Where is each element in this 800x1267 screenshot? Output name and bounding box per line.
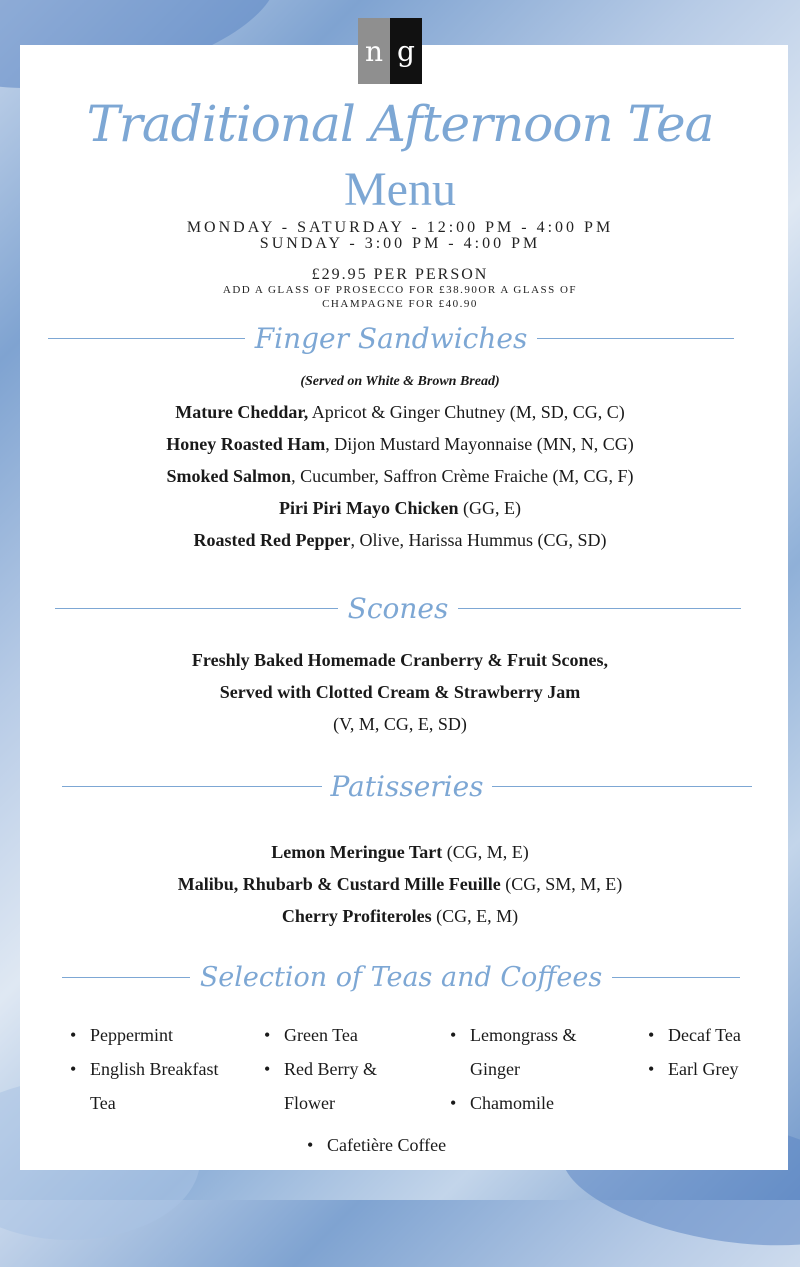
logo-letter-g: g [390, 18, 422, 84]
menu-title: Traditional Afternoon Tea [86, 95, 714, 153]
list-item: • Red Berry & Flower [284, 1052, 422, 1120]
scones-line-2: Served with Clotted Cream & Strawberry Jam [219, 682, 581, 702]
addon-line-1: ADD A GLASS OF PROSECCO FOR £38.90OR A GLASS OF [222, 284, 578, 296]
item-desc: , Cucumber, Saffron Crème Fraiche (M, CG, F) [291, 466, 634, 486]
patisserie-list [0, 836, 800, 932]
item-name: Cherry Profiteroles [281, 906, 432, 926]
item-desc: (CG, E, M) [431, 906, 519, 926]
section-title-sandwiches: Finger Sandwiches [254, 322, 528, 355]
item-desc: , Dijon Mustard Mayonnaise (MN, N, CG) [325, 434, 634, 454]
section-title-patisseries: Patisseries [330, 770, 484, 803]
hours-weekday: MONDAY - SATURDAY - 12:00 PM - 4:00 PM [186, 219, 614, 236]
sandwiches-note: (Served on White & Brown Bread) [300, 374, 500, 389]
list-item: • Peppermint [90, 1018, 243, 1052]
item-name: Malibu, Rhubarb & Custard Mille Feuille [177, 874, 501, 894]
divider [612, 977, 740, 978]
list-item [0, 868, 800, 900]
logo-letter-n: n [358, 18, 390, 84]
scones-block [0, 644, 800, 740]
list-item [0, 428, 800, 460]
addon-line-2: CHAMPAGNE FOR £40.90 [322, 298, 478, 310]
item-desc: , Olive, Harissa Hummus (CG, SD) [350, 530, 607, 550]
section-header-sandwiches [48, 322, 734, 355]
item-name: Lemon Meringue Tart [271, 842, 443, 862]
section-header-scones [55, 592, 741, 625]
list-item: • Decaf Tea [668, 1018, 766, 1052]
item-desc: Apricot & Ginger Chutney (M, SD, CG, C) [308, 402, 625, 422]
item-name: Mature Cheddar, [175, 402, 309, 422]
list-item [0, 492, 800, 524]
list-item: • Cafetière Coffee [327, 1128, 525, 1162]
list-item [0, 900, 800, 932]
divider [492, 786, 752, 787]
price: £29.95 PER PERSON [311, 266, 489, 283]
drinks-column-3 [448, 1018, 608, 1120]
hours-sunday: SUNDAY - 3:00 PM - 4:00 PM [259, 235, 541, 252]
drinks-column-1 [68, 1018, 243, 1120]
list-item [0, 460, 800, 492]
item-name: Piri Piri Mayo Chicken [279, 498, 459, 518]
divider [62, 977, 190, 978]
item-name: Roasted Red Pepper [193, 530, 351, 550]
divider [55, 608, 338, 609]
divider [458, 608, 741, 609]
item-name: Smoked Salmon [166, 466, 292, 486]
list-item [0, 396, 800, 428]
list-item [0, 524, 800, 556]
divider [48, 338, 245, 339]
item-name: Honey Roasted Ham [166, 434, 326, 454]
section-title-scones: Scones [347, 592, 449, 625]
section-title-drinks: Selection of Teas and Coffees [199, 962, 603, 993]
scones-line-1: Freshly Baked Homemade Cranberry & Fruit Scones, [191, 650, 609, 670]
divider [62, 786, 322, 787]
item-desc: (GG, E) [458, 498, 521, 518]
brand-logo [358, 18, 422, 84]
list-item: • Lemongrass & Ginger [470, 1018, 608, 1086]
divider [537, 338, 734, 339]
item-desc: (CG, M, E) [442, 842, 529, 862]
list-item: • Chamomile [470, 1086, 608, 1120]
drinks-column-2 [262, 1018, 422, 1120]
list-item: • English Breakfast Tea [90, 1052, 243, 1120]
list-item: • Earl Grey [668, 1052, 766, 1086]
section-header-drinks [62, 962, 740, 993]
sandwich-list [0, 396, 800, 556]
section-header-patisseries [62, 770, 752, 803]
drinks-extra [305, 1128, 525, 1162]
list-item [0, 836, 800, 868]
scones-allergens: (V, M, CG, E, SD) [333, 714, 467, 734]
menu-subtitle: Menu [344, 163, 456, 216]
item-desc: (CG, SM, M, E) [500, 874, 623, 894]
list-item: • Green Tea [284, 1018, 422, 1052]
drinks-column-4 [646, 1018, 766, 1086]
